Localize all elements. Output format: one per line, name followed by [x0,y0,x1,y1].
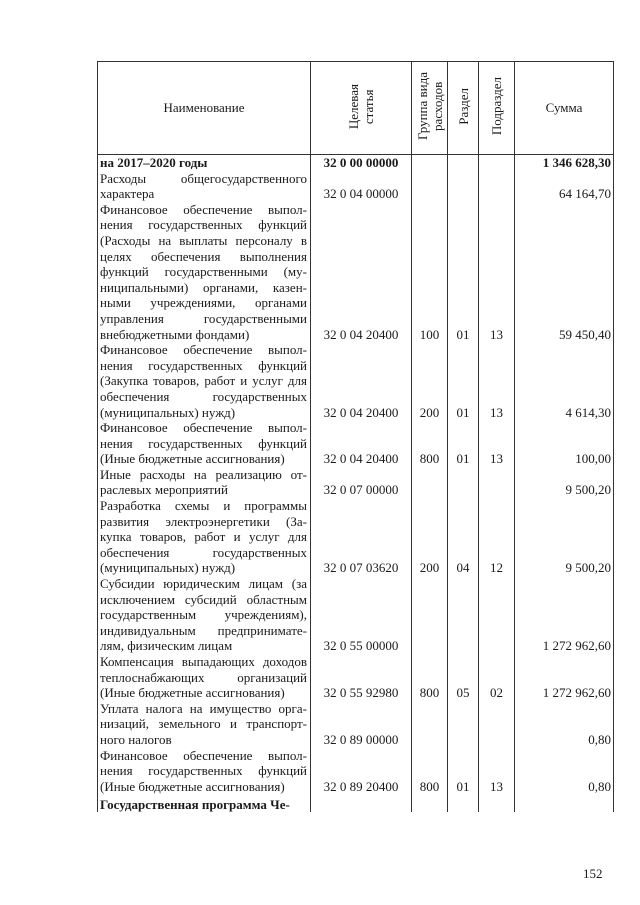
header-name: Наименование [98,62,311,155]
table-row [98,576,614,654]
row-expense-group: 800 [412,748,448,795]
row-subsection: 13 [479,342,515,420]
row-subsection: 13 [479,202,515,342]
row-target-article [311,794,412,812]
row-section: 05 [448,654,479,701]
table-row [98,155,614,171]
row-section: 01 [448,420,479,467]
row-name: Финансовое обеспечение выполнения государственных функций (Иные бюджетные ассигнования) [98,748,311,795]
row-name: на 2017–2020 годы [98,155,311,171]
row-subsection [479,467,515,498]
row-section: 01 [448,748,479,795]
row-target-article: 32 0 04 00000 [311,171,412,202]
row-sum: 1 272 962,60 [515,576,614,654]
row-subsection: 13 [479,420,515,467]
header-sum: Сумма [515,62,614,155]
row-name: Компенсация выпадающих доходов теплоснабжающих организаций (Иные бюджетные ассигнования) [98,654,311,701]
row-subsection: 02 [479,654,515,701]
row-target-article: 32 0 04 20400 [311,420,412,467]
table-row [98,498,614,576]
row-target-article: 32 0 04 20400 [311,202,412,342]
row-subsection [479,171,515,202]
row-name: Финансовое обеспечение выполнения государственных функций (Иные бюджетные ассигнования) [98,420,311,467]
row-name: Финансовое обеспечение выполнения государственных функций (Расходы на выплаты персоналу в целях обеспечения выполнения функций государственными (муниципальными) органами, казенными учреждениями, органами управления государственными внебюджетными фондами) [98,202,311,342]
header-group-line1: Группа вида [414,72,430,141]
row-sum: 100,00 [515,420,614,467]
row-target-article: 32 0 07 03620 [311,498,412,576]
header-subsection: Подраздел [479,62,515,155]
row-section: 01 [448,202,479,342]
row-target-article: 32 0 00 00000 [311,155,412,171]
row-sum: 9 500,20 [515,467,614,498]
table-row [98,701,614,748]
budget-table [97,61,614,812]
row-section: 04 [448,498,479,576]
row-name: Уплата налога на имущество организаций, земельного и транспортного налогов [98,701,311,748]
row-target-article: 32 0 55 00000 [311,576,412,654]
header-section: Раздел [448,62,479,155]
row-target-article: 32 0 07 00000 [311,467,412,498]
row-section [448,171,479,202]
row-section [448,794,479,812]
row-section [448,155,479,171]
row-sum [515,794,614,812]
header-target-article [311,62,412,155]
row-expense-group: 100 [412,202,448,342]
header-expense-group [412,62,448,155]
row-sum: 0,80 [515,748,614,795]
row-expense-group [412,467,448,498]
row-sum: 9 500,20 [515,498,614,576]
row-subsection: 12 [479,498,515,576]
table-row [98,654,614,701]
table-row [98,794,614,812]
table-row [98,202,614,342]
row-expense-group [412,794,448,812]
row-name: Субсидии юридическим лицам (за исключением субсидий областным государственным учреждениям), индивидуальным предпринимателям, физическим лицам [98,576,311,654]
row-section: 01 [448,342,479,420]
row-expense-group [412,155,448,171]
row-target-article: 32 0 89 20400 [311,748,412,795]
row-expense-group: 800 [412,654,448,701]
table-header [98,62,614,155]
table-row [98,420,614,467]
table-row [98,171,614,202]
row-name: Иные расходы на реализацию отраслевых мероприятий [98,467,311,498]
table-row [98,748,614,795]
row-sum: 1 346 628,30 [515,155,614,171]
row-sum: 64 164,70 [515,171,614,202]
row-sum: 4 614,30 [515,342,614,420]
header-group-line2: расходов [429,81,445,131]
row-subsection [479,576,515,654]
row-name: Государственная программа Че- [98,794,311,812]
row-target-article: 32 0 55 92980 [311,654,412,701]
row-section [448,701,479,748]
table-body [98,155,614,813]
row-target-article: 32 0 04 20400 [311,342,412,420]
row-name: Расходы общегосударственного характера [98,171,311,202]
header-target-line2: статья [361,88,376,124]
row-expense-group [412,701,448,748]
row-target-article: 32 0 89 00000 [311,701,412,748]
row-expense-group: 200 [412,498,448,576]
row-subsection [479,701,515,748]
row-expense-group [412,171,448,202]
table-row [98,467,614,498]
page-number: 152 [583,866,603,881]
row-name: Разработка схемы и программы развития электроэнергетики (Закупка товаров, работ и услуг для обеспечения государственных (муниципальных) нужд) [98,498,311,576]
row-name: Финансовое обеспечение выполнения государственных функций (Закупка товаров, работ и услуг для обеспечения государственных (муниципальных) нужд) [98,342,311,420]
row-subsection [479,155,515,171]
table-row [98,342,614,420]
row-sum: 59 450,40 [515,202,614,342]
header-target-line1: Целевая [346,83,361,129]
row-sum: 0,80 [515,701,614,748]
row-subsection: 13 [479,748,515,795]
row-section [448,467,479,498]
row-expense-group: 800 [412,420,448,467]
row-subsection [479,794,515,812]
row-section [448,576,479,654]
row-expense-group: 200 [412,342,448,420]
row-expense-group [412,576,448,654]
row-sum: 1 272 962,60 [515,654,614,701]
